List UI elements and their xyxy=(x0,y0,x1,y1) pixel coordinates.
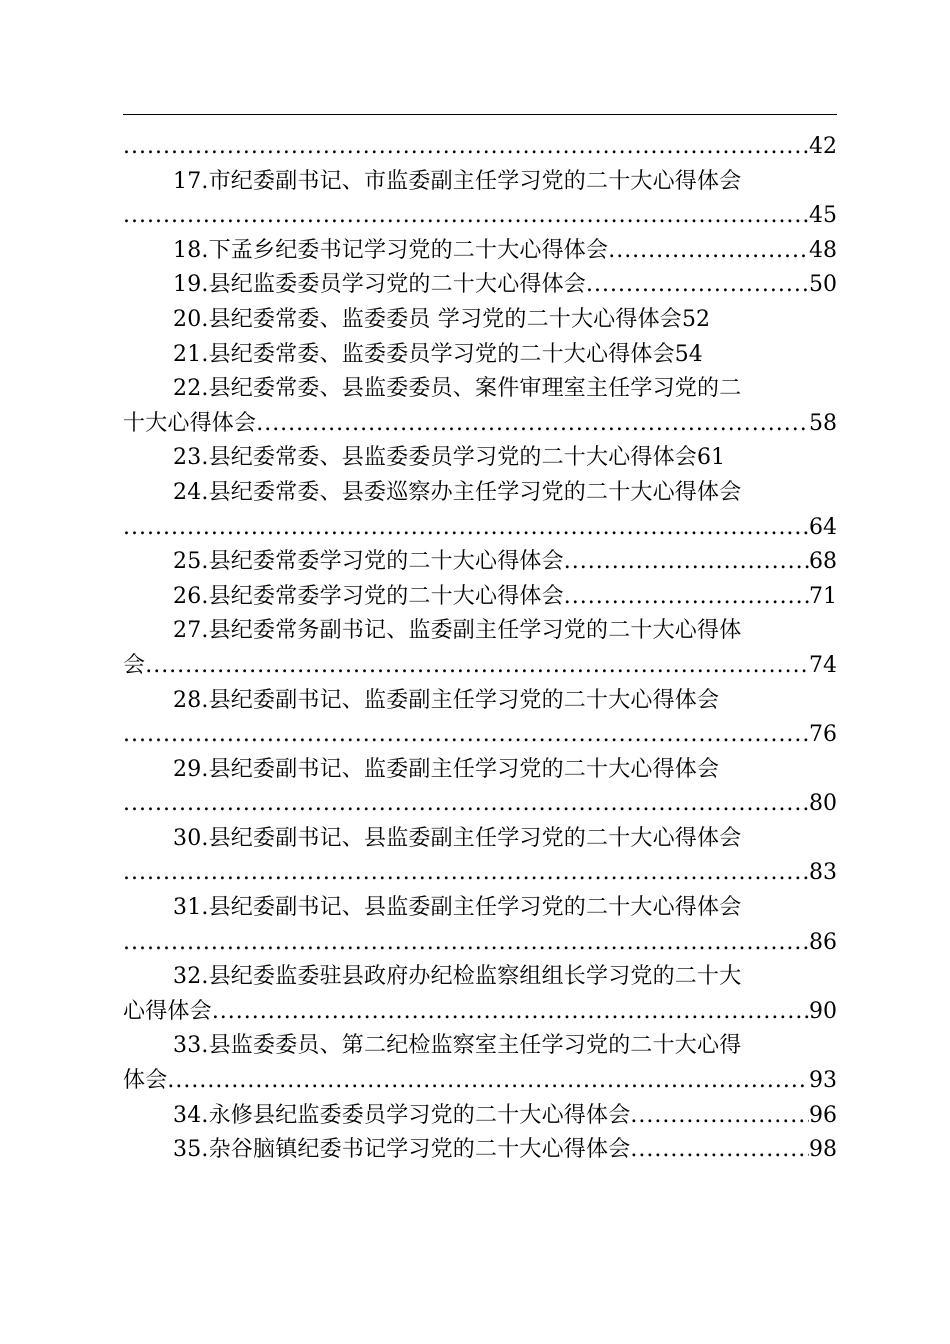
toc-page-number: 50 xyxy=(809,272,837,298)
toc-entry-title: 20.县纪委常委、监委委员 学习党的二十大心得体会 xyxy=(173,306,682,332)
toc-page-number: 71 xyxy=(809,583,837,609)
toc-line[interactable] xyxy=(123,234,837,269)
toc-line[interactable] xyxy=(123,787,837,822)
dot-leader xyxy=(256,407,809,442)
toc-entry-title: 31.县纪委副书记、县监委副主任学习党的二十大心得体会 xyxy=(173,895,742,921)
toc-line[interactable] xyxy=(123,407,837,442)
toc-page-number: 80 xyxy=(809,791,837,817)
dot-leader xyxy=(212,995,809,1030)
toc-line[interactable] xyxy=(123,1133,837,1168)
toc-entry-title: 34.永修县纪监委委员学习党的二十大心得体会 xyxy=(173,1102,631,1128)
toc-line[interactable] xyxy=(123,718,837,753)
toc-entry-title: 29.县纪委副书记、监委副主任学习党的二十大心得体会 xyxy=(173,756,720,782)
toc-entry-title: 19.县纪监委委员学习党的二十大心得体会 xyxy=(173,272,586,298)
dot-leader xyxy=(167,1064,809,1099)
toc-entry-title: 17.市纪委副书记、市监委副主任学习党的二十大心得体会 xyxy=(173,168,742,194)
toc-line[interactable] xyxy=(123,165,837,200)
toc-page-number: 61 xyxy=(697,445,725,471)
toc-line[interactable] xyxy=(123,441,837,476)
toc-entry-title: 27.县纪委常务副书记、监委副主任学习党的二十大心得体 xyxy=(173,618,742,644)
toc-page-number: 42 xyxy=(809,134,837,159)
toc-page-number: 86 xyxy=(809,929,837,955)
toc-page-number: 93 xyxy=(809,1068,837,1094)
dot-leader xyxy=(564,580,809,615)
toc-line[interactable] xyxy=(123,1064,837,1099)
toc-line[interactable] xyxy=(123,545,837,580)
toc-line[interactable] xyxy=(123,580,837,615)
toc-entry-title: 23.县纪委常委、县监委委员学习党的二十大心得体会 xyxy=(173,445,697,471)
toc-entry-title: 35.杂谷脑镇纪委书记学习党的二十大心得体会 xyxy=(173,1137,631,1163)
toc-page-number: 48 xyxy=(809,237,837,263)
toc-page-number: 96 xyxy=(809,1102,837,1128)
dot-leader xyxy=(123,130,809,165)
toc-entry-title: 24.县纪委常委、县委巡察办主任学习党的二十大心得体会 xyxy=(173,479,742,505)
toc-line[interactable] xyxy=(123,649,837,684)
toc-line[interactable] xyxy=(123,684,837,719)
toc-entry-title: 28.县纪委副书记、监委副主任学习党的二十大心得体会 xyxy=(173,687,720,713)
dot-leader xyxy=(145,649,809,684)
dot-leader xyxy=(630,1133,809,1168)
toc-entry-title: 32.县纪委监委驻县政府办纪检监察组组长学习党的二十大 xyxy=(173,964,742,990)
dot-leader xyxy=(123,199,809,234)
toc-page-number: 58 xyxy=(809,410,837,436)
toc-line[interactable] xyxy=(123,268,837,303)
toc-page-number: 90 xyxy=(809,998,837,1024)
toc-line[interactable] xyxy=(123,372,837,407)
toc-line[interactable] xyxy=(123,753,837,788)
dot-leader xyxy=(564,545,809,580)
toc-line[interactable] xyxy=(123,995,837,1030)
toc-line[interactable] xyxy=(123,511,837,546)
toc-line[interactable] xyxy=(123,926,837,961)
dot-leader xyxy=(586,268,809,303)
toc-page-number: 52 xyxy=(681,306,710,332)
toc-line[interactable] xyxy=(123,199,837,234)
toc-line[interactable] xyxy=(123,130,837,165)
toc-entry-title: 体会 xyxy=(123,1068,168,1094)
toc-entry-title: 25.县纪委常委学习党的二十大心得体会 xyxy=(173,549,564,575)
toc-page-number: 74 xyxy=(809,652,837,678)
table-of-contents xyxy=(123,130,837,1168)
toc-entry-title: 十大心得体会 xyxy=(123,410,257,436)
toc-entry-title: 会 xyxy=(123,652,146,678)
toc-page-number: 45 xyxy=(809,203,837,229)
toc-entry-title: 22.县纪委常委、县监委委员、案件审理室主任学习党的二 xyxy=(173,376,742,402)
toc-entry-title: 33.县监委委员、第二纪检监察室主任学习党的二十大心得 xyxy=(173,1033,742,1059)
toc-line[interactable] xyxy=(123,856,837,891)
toc-entry-title: 心得体会 xyxy=(123,998,212,1024)
dot-leader xyxy=(123,926,809,961)
toc-line[interactable] xyxy=(123,891,837,926)
toc-entry-title: 30.县纪委副书记、县监委副主任学习党的二十大心得体会 xyxy=(173,825,742,851)
toc-line[interactable] xyxy=(123,1029,837,1064)
dot-leader xyxy=(123,787,809,822)
dot-leader xyxy=(630,1099,809,1134)
toc-entry-title: 26.县纪委常委学习党的二十大心得体会 xyxy=(173,583,564,609)
header-rule xyxy=(123,114,837,115)
toc-line[interactable] xyxy=(123,476,837,511)
toc-line[interactable] xyxy=(123,338,837,373)
toc-page-number: 64 xyxy=(809,514,837,540)
toc-entry-title: 21.县纪委常委、监委委员学习党的二十大心得体会 xyxy=(173,341,675,367)
toc-line[interactable] xyxy=(123,960,837,995)
dot-leader xyxy=(123,511,809,546)
toc-page-number: 76 xyxy=(809,722,837,748)
dot-leader xyxy=(123,856,809,891)
toc-page-number: 83 xyxy=(809,860,837,886)
dot-leader xyxy=(608,234,809,269)
toc-line[interactable] xyxy=(123,303,837,338)
toc-entry-title: 18.下孟乡纪委书记学习党的二十大心得体会 xyxy=(173,237,609,263)
toc-page-number: 68 xyxy=(809,549,837,575)
toc-page-number: 98 xyxy=(809,1137,837,1163)
toc-line[interactable] xyxy=(123,614,837,649)
toc-page-number: 54 xyxy=(674,341,703,367)
dot-leader xyxy=(123,718,809,753)
toc-line[interactable] xyxy=(123,822,837,857)
toc-line[interactable] xyxy=(123,1099,837,1134)
